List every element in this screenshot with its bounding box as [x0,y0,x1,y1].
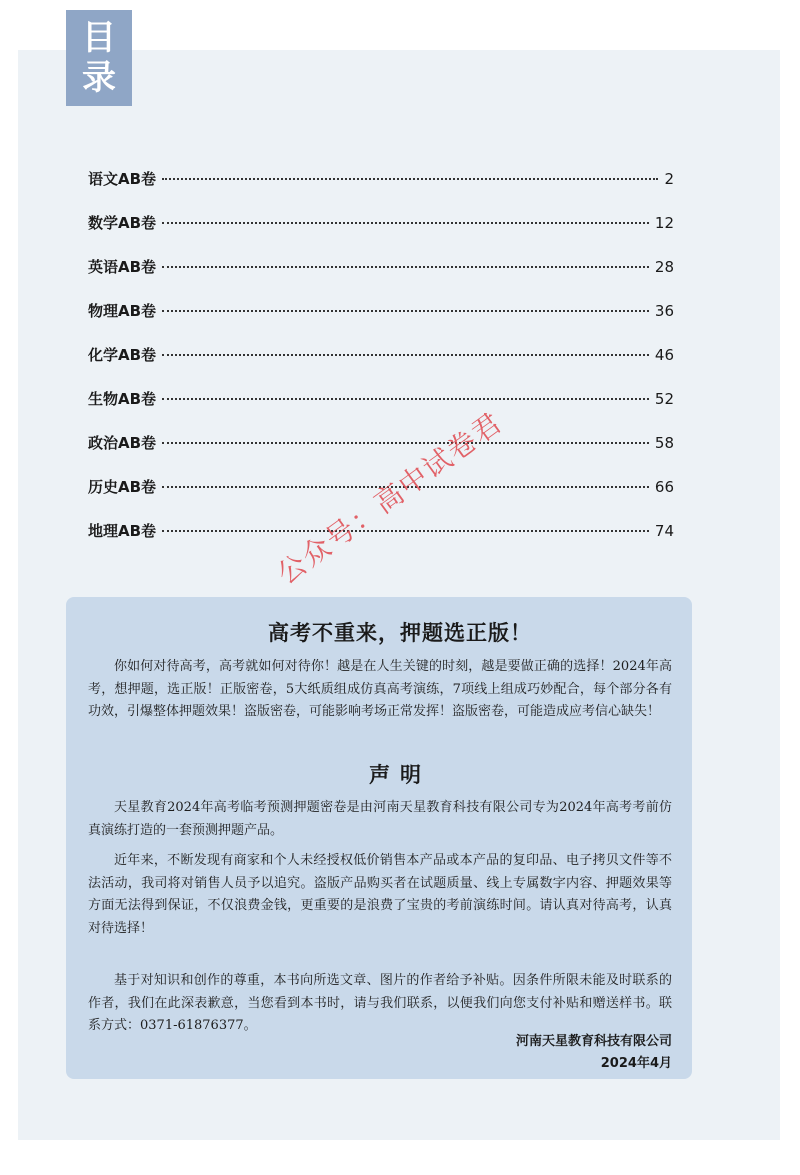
declaration-title: 声明 [369,763,431,787]
toc-heading-char: 录 [82,58,116,98]
toc-item[interactable] [88,344,674,388]
toc-item-page: 12 [654,214,674,232]
toc-item[interactable] [88,432,674,476]
notice-body: 你如何对待高考，高考就如何对待你！越是在人生关键的时刻，越是要做正确的选择！2024年高考，想押题，选正版！正版密卷，5大纸质组成仿真高考演练，7项线上组成巧妙配合，每个部分各有功效，引爆整体押题效果！盗版密卷，可能影响考场正常发挥！盗版密卷，可能造成应考信心缺失！ [88,659,672,719]
toc-item-title: 生物AB卷 [88,390,157,408]
dot-leader [162,266,649,268]
company-name: 河南天星教育科技有限公司 [515,1034,672,1049]
toc-item-title: 语文AB卷 [88,170,157,188]
dot-leader [162,310,649,312]
toc-item[interactable] [88,256,674,300]
toc-item-page: 46 [654,346,674,364]
watermark-text: 公众号：高中试卷君 [270,405,509,591]
dot-leader [162,442,649,444]
toc-item[interactable] [88,212,674,256]
toc-item-page: 36 [654,302,674,320]
toc-item[interactable] [88,300,674,344]
notice-title: 高考不重来，押题选正版！ [268,621,532,645]
toc-item-page: 58 [654,434,674,452]
declaration-paragraph: 近年来，不断发现有商家和个人未经授权低价销售本产品或本产品的复印品、电子拷贝文件等不法活动，我司将对销售人员予以追究。盗版产品购买者在试题质量、线上专属数字内容、押题效果等方面无法得到保证，不仅浪费金钱，更重要的是浪费了宝贵的考前演练时间。请认真对待高考，认真对待选择！ [88,853,672,936]
dot-leader [162,398,649,400]
toc-item-title: 数学AB卷 [88,214,157,232]
toc-item-page: 2 [664,170,674,188]
dot-leader [162,530,649,532]
date: 2024年4月 [600,1056,672,1071]
toc-item-title: 地理AB卷 [88,522,157,540]
toc-item-page: 28 [654,258,674,276]
toc-heading-char: 目 [82,18,116,58]
toc-item-page: 74 [654,522,674,540]
toc-item-title: 历史AB卷 [88,478,157,496]
toc-item-title: 物理AB卷 [88,302,157,320]
toc-item-page: 66 [654,478,674,496]
toc-item[interactable] [88,388,674,432]
declaration-paragraph: 天星教育2024年高考临考预测押题密卷是由河南天星教育科技有限公司专为2024年高考考前仿真演练打造的一套预测押题产品。 [88,800,672,838]
declaration-paragraph: 基于对知识和创作的尊重，本书向所选文章、图片的作者给予补贴。因条件所限未能及时联系的作者，我们在此深表歉意，当您看到本书时，请与我们联系，以便我们向您支付补贴和赠送样书。联系方式：0371-61876377。 [88,973,672,1033]
toc-heading-tab [66,10,132,106]
toc-item-title: 政治AB卷 [88,434,157,452]
dot-leader [162,178,658,180]
toc-item[interactable] [88,168,674,212]
toc-item-title: 英语AB卷 [88,258,157,276]
toc-item-page: 52 [654,390,674,408]
toc-item-title: 化学AB卷 [88,346,157,364]
dot-leader [162,222,649,224]
dot-leader [162,354,649,356]
